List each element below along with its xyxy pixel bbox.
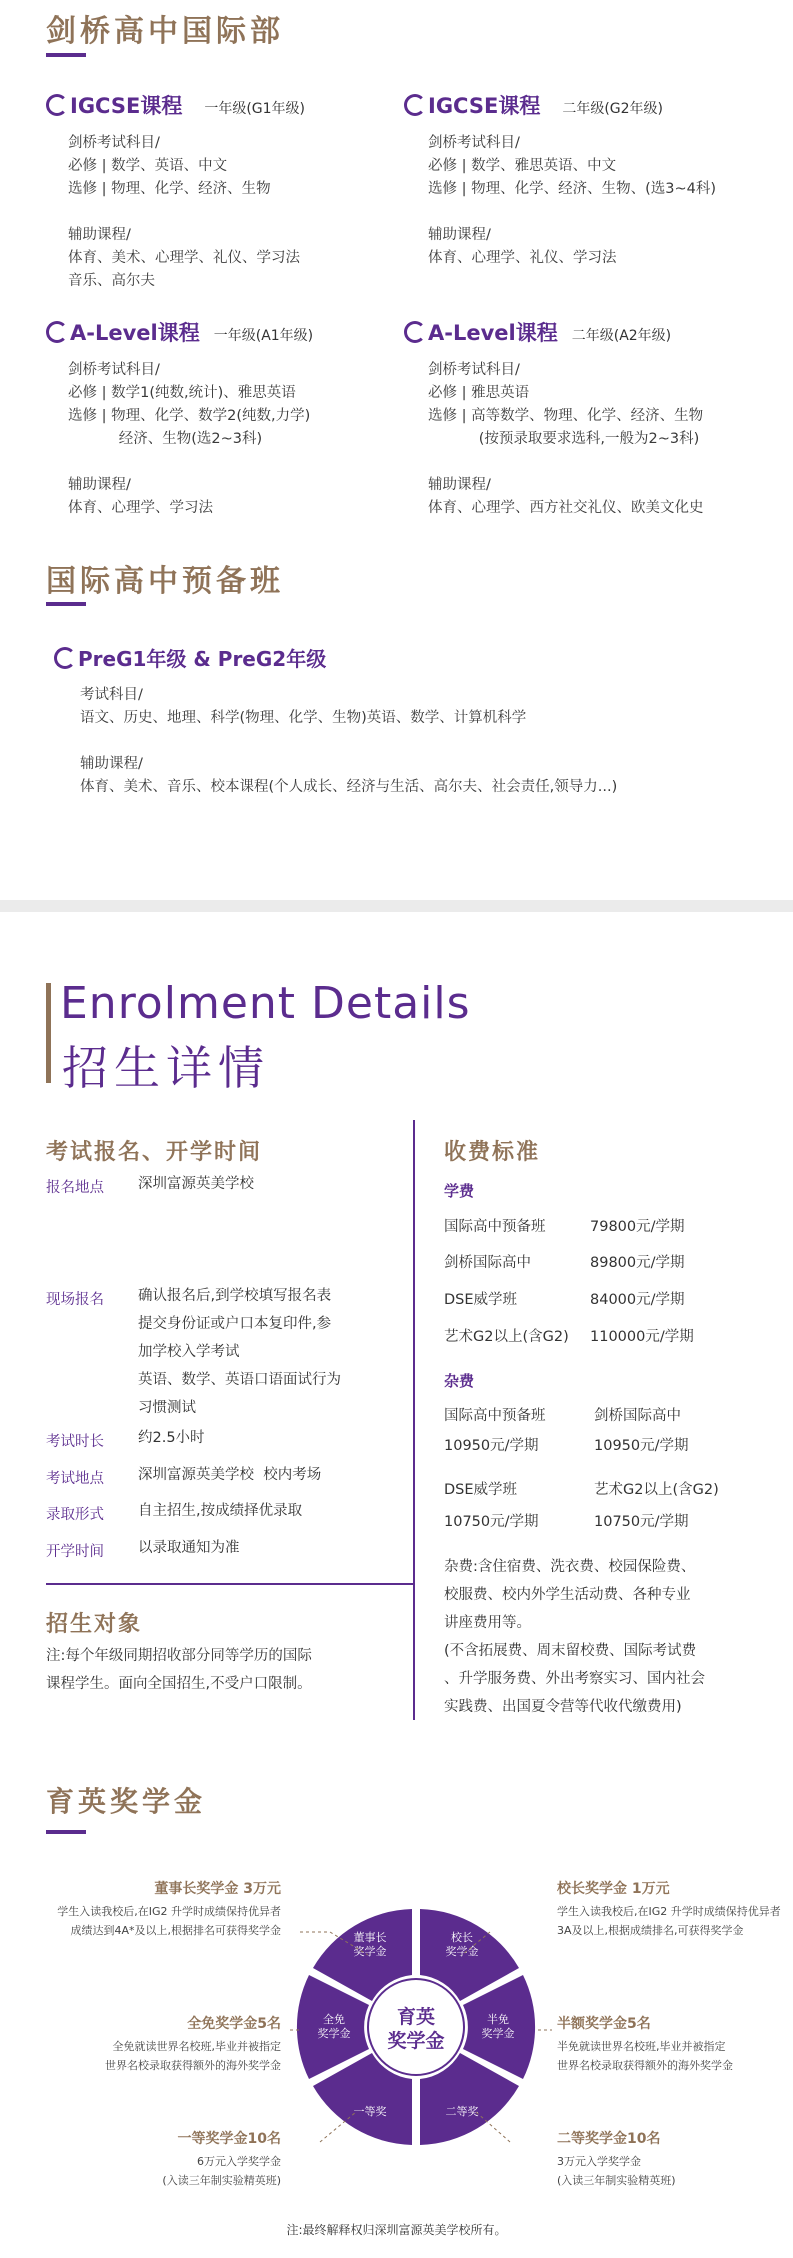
- course-alevel-a2: [404, 317, 671, 347]
- value-line: 以录取通知为准: [138, 1540, 240, 1556]
- row-label: 录取形式: [46, 1507, 104, 1523]
- detail-line: 必修 | 雅思英语: [428, 385, 530, 401]
- fees-title: 收费标准: [444, 1140, 541, 1165]
- value-line: 课程学生。面向全国招生,不受户口限制。: [46, 1676, 312, 1692]
- wheel-center-line1: 育英: [396, 2006, 436, 2028]
- course-grade: 一年级(G1年级): [204, 101, 306, 117]
- misc-note: [444, 1553, 705, 1721]
- text-line: 学生入读我校后,在IG2 升学时成绩保持优异者: [557, 1905, 781, 1918]
- detail-line: 音乐、高尔夫: [68, 273, 155, 289]
- text-line: 世界名校录取获得额外的海外奖学金: [557, 2059, 733, 2072]
- value-line: 注:每个年级同期招收部分同等学历的国际: [46, 1648, 312, 1664]
- value-line: 深圳富源英美学校 校内考场: [138, 1467, 322, 1483]
- detail-line: 剑桥考试科目/: [428, 135, 520, 151]
- enrolment-cn-title: 招生详情: [62, 1041, 270, 1095]
- title-vertical-bar: [46, 983, 51, 1083]
- scholarship-item-title: 全免奖学金5名: [187, 2016, 281, 2032]
- detail-line: 体育、心理学、礼仪、学习法: [428, 250, 617, 266]
- scholarship-item-title: 二等奖学金10名: [557, 2131, 661, 2147]
- scholarship-item-text: [557, 2152, 676, 2190]
- course-alevel-a1: [46, 317, 313, 347]
- misc-price: 10950元/学期: [594, 1438, 689, 1454]
- connector: [476, 2112, 510, 2142]
- detail-line: 辅助课程/: [428, 477, 491, 493]
- tuition-price: 79800元/学期: [590, 1219, 685, 1235]
- scholarship-second: [557, 2128, 676, 2190]
- scholarship-half: [557, 2013, 733, 2075]
- row-value: [138, 1170, 254, 1198]
- text-line: 全免就读世界名校班,毕业并被指定: [112, 2040, 281, 2053]
- course-grade: 一年级(A1年级): [213, 328, 314, 344]
- note-line: 、升学服务费、外出考察实习、国内社会: [444, 1671, 705, 1687]
- seg-label-second: 二等奖: [445, 2105, 479, 2118]
- course-igcse-g2: [404, 90, 663, 120]
- detail-line: 辅助课程/: [68, 227, 131, 243]
- fee-name: DSE威学班: [444, 1292, 518, 1308]
- course-name: PreG1年级 & PreG2年级: [78, 647, 327, 671]
- row-value: [138, 1282, 341, 1422]
- text-line: 3A及以上,根据成绩排名,可获得奖学金: [557, 1924, 744, 1937]
- detail-line: 考试科目/: [80, 687, 143, 703]
- tuition-price: 89800元/学期: [590, 1255, 685, 1271]
- course-preg: [54, 643, 326, 672]
- connector: [300, 1932, 368, 1955]
- detail-line: 体育、美术、音乐、校本课程(个人成长、经济与生活、高尔夫、社会责任,领导力...): [80, 779, 618, 795]
- value-line: 约2.5小时: [138, 1430, 205, 1446]
- row-value: [138, 1497, 302, 1525]
- value-line: 确认报名后,到学校填写报名表: [138, 1288, 332, 1304]
- text-line: 学生入读我校后,在IG2 升学时成绩保持优异者: [57, 1905, 281, 1918]
- course-grade: 二年级(G2年级): [562, 101, 664, 117]
- scholarship-item-text: [557, 2037, 733, 2075]
- misc-name: DSE威学班: [444, 1482, 518, 1498]
- text-line: (入读三年制实验精英班): [557, 2174, 676, 2187]
- row-label: 报名地点: [46, 1180, 104, 1196]
- course-grade: 二年级(A2年级): [571, 328, 672, 344]
- course-details: [68, 132, 300, 293]
- detail-line: 辅助课程/: [80, 756, 143, 772]
- course-name: IGCSE课程: [428, 94, 541, 118]
- detail-line: 经济、生物(选2~3科): [68, 431, 263, 447]
- seg-label-half: 半免奖学金: [481, 2013, 515, 2040]
- scholarship-title: 育英奖学金: [46, 1785, 207, 1818]
- value-line: 深圳富源英美学校: [138, 1176, 254, 1192]
- value-line: 提交身份证或户口本复印件,参: [138, 1316, 332, 1332]
- detail-line: 体育、心理学、学习法: [68, 500, 213, 516]
- target-title: 招生对象: [46, 1612, 143, 1637]
- column-divider: [413, 1120, 415, 1720]
- tuition-row: [444, 1215, 546, 1236]
- detail-line: 体育、心理学、西方社交礼仪、欧美文化史: [428, 500, 704, 516]
- title-underline: [46, 602, 86, 606]
- detail-line: 体育、美术、心理学、礼仪、学习法: [68, 250, 300, 266]
- detail-line: 剑桥考试科目/: [68, 362, 160, 378]
- row-value: [138, 1424, 205, 1452]
- row-divider: [46, 1583, 413, 1585]
- detail-line: 辅助课程/: [68, 477, 131, 493]
- row-label: 考试时长: [46, 1434, 104, 1450]
- connector: [462, 1932, 490, 1955]
- value-line: 加学校入学考试: [138, 1344, 240, 1360]
- misc-name: 艺术G2以上(含G2): [594, 1482, 719, 1498]
- course-details: [68, 359, 310, 520]
- misc-title: 杂费: [444, 1372, 475, 1390]
- tuition-price: 84000元/学期: [590, 1292, 685, 1308]
- enrolment-en-title: Enrolment Details: [60, 978, 471, 1029]
- course-name: A-Level课程: [428, 321, 558, 345]
- tuition-row: [444, 1288, 517, 1309]
- detail-line: 选修 | 物理、化学、经济、生物、(选3~4科): [428, 181, 717, 197]
- misc-price: 10750元/学期: [594, 1514, 689, 1530]
- scholarship-item-title: 校长奖学金 1万元: [557, 1881, 670, 1897]
- text-line: 3万元入学奖学金: [557, 2155, 641, 2168]
- note-line: 实践费、出国夏令营等代收代缴费用): [444, 1699, 682, 1715]
- scholarship-item-text: [557, 1902, 781, 1940]
- scholarship-item-text: [57, 1902, 281, 1940]
- detail-line: 必修 | 数学、英语、中文: [68, 158, 228, 174]
- scholarship-chairman: [57, 1878, 281, 1940]
- row-value: [138, 1461, 321, 1489]
- section-title-prep: 国际高中预备班: [46, 564, 284, 599]
- seg-label-full: 全免奖学金: [317, 2013, 351, 2040]
- seg-label-chairman: 董事长奖学金: [353, 1931, 387, 1958]
- tuition-row: [444, 1251, 531, 1272]
- detail-line: 选修 | 物理、化学、经济、生物: [68, 181, 271, 197]
- detail-line: 剑桥考试科目/: [428, 362, 520, 378]
- target-text: [46, 1642, 312, 1698]
- course-details: [428, 132, 716, 270]
- detail-line: 必修 | 数学1(纯数,统计)、雅思英语: [68, 385, 296, 401]
- text-line: 半免就读世界名校班,毕业并被指定: [557, 2040, 726, 2053]
- ring-icon: [404, 321, 426, 343]
- text-line: 成绩达到4A*及以上,根据排名可获得奖学金: [70, 1924, 281, 1937]
- note-line: 讲座费用等。: [444, 1615, 531, 1631]
- value-line: 英语、数学、英语口语面试行为: [138, 1372, 341, 1388]
- text-line: 6万元入学奖学金: [197, 2155, 281, 2168]
- row-value: [138, 1534, 240, 1562]
- course-name: A-Level课程: [70, 321, 200, 345]
- ring-icon: [404, 94, 426, 116]
- wheel-center-line2: 奖学金: [387, 2030, 445, 2052]
- scholarship-item-title: 半额奖学金5名: [557, 2016, 651, 2032]
- row-label: 现场报名: [46, 1292, 104, 1308]
- misc-price: 10750元/学期: [444, 1514, 539, 1530]
- row-label: 开学时间: [46, 1544, 104, 1560]
- scholarship-item-text: [162, 2152, 281, 2190]
- detail-line: 选修 | 高等数学、物理、化学、经济、生物: [428, 408, 704, 424]
- scholarship-first: [162, 2128, 281, 2190]
- text-line: (入读三年制实验精英班): [162, 2174, 281, 2187]
- scholarship-principal: [557, 1878, 781, 1940]
- tuition-title: 学费: [444, 1182, 475, 1200]
- prep-details: [80, 684, 617, 799]
- value-line: 自主招生,按成绩择优录取: [138, 1503, 303, 1519]
- detail-line: 语文、历史、地理、科学(物理、化学、生物)英语、数学、计算机科学: [80, 710, 527, 726]
- ring-icon: [54, 647, 76, 669]
- seg-label-principal: 校长奖学金: [445, 1931, 479, 1958]
- ring-icon: [46, 321, 68, 343]
- misc-name: 剑桥国际高中: [594, 1408, 681, 1424]
- detail-line: 选修 | 物理、化学、数学2(纯数,力学): [68, 408, 311, 424]
- seg-label-first: 一等奖: [353, 2105, 387, 2118]
- connector: [320, 2112, 356, 2142]
- scholarship-full: [105, 2013, 281, 2075]
- misc-price: 10950元/学期: [444, 1438, 539, 1454]
- detail-line: 必修 | 数学、雅思英语、中文: [428, 158, 617, 174]
- detail-line: 辅助课程/: [428, 227, 491, 243]
- misc-name: 国际高中预备班: [444, 1408, 546, 1424]
- fee-name: 剑桥国际高中: [444, 1255, 531, 1271]
- course-details: [428, 359, 704, 520]
- tuition-price: 110000元/学期: [590, 1329, 694, 1345]
- note-line: 校服费、校内外学生活动费、各种专业: [444, 1587, 691, 1603]
- scholarship-item-text: [105, 2037, 281, 2075]
- note-line: 杂费:含住宿费、洗衣费、校园保险费、: [444, 1559, 696, 1575]
- title-underline: [46, 53, 86, 57]
- ring-icon: [46, 94, 68, 116]
- fee-name: 艺术G2以上(含G2): [444, 1329, 569, 1345]
- fee-name: 国际高中预备班: [444, 1219, 546, 1235]
- detail-line: (按预录取要求选科,一般为2~3科): [428, 431, 700, 447]
- section-title-international: 剑桥高中国际部: [46, 14, 284, 49]
- footer-note: 注:最终解释权归深圳富源英美学校所有。: [286, 2223, 507, 2237]
- course-name: IGCSE课程: [70, 94, 183, 118]
- tuition-row: [444, 1325, 569, 1346]
- exam-title: 考试报名、开学时间: [46, 1140, 263, 1165]
- value-line: 习惯测试: [138, 1400, 196, 1416]
- detail-line: 剑桥考试科目/: [68, 135, 160, 151]
- title-underline: [46, 1830, 86, 1834]
- note-line: (不含拓展费、周末留校费、国际考试费: [444, 1643, 697, 1659]
- course-igcse-g1: [46, 90, 305, 120]
- section-divider: [0, 900, 793, 912]
- row-label: 考试地点: [46, 1471, 104, 1487]
- text-line: 世界名校录取获得额外的海外奖学金: [105, 2059, 281, 2072]
- scholarship-item-title: 董事长奖学金 3万元: [154, 1881, 281, 1897]
- scholarship-item-title: 一等奖学金10名: [177, 2131, 281, 2147]
